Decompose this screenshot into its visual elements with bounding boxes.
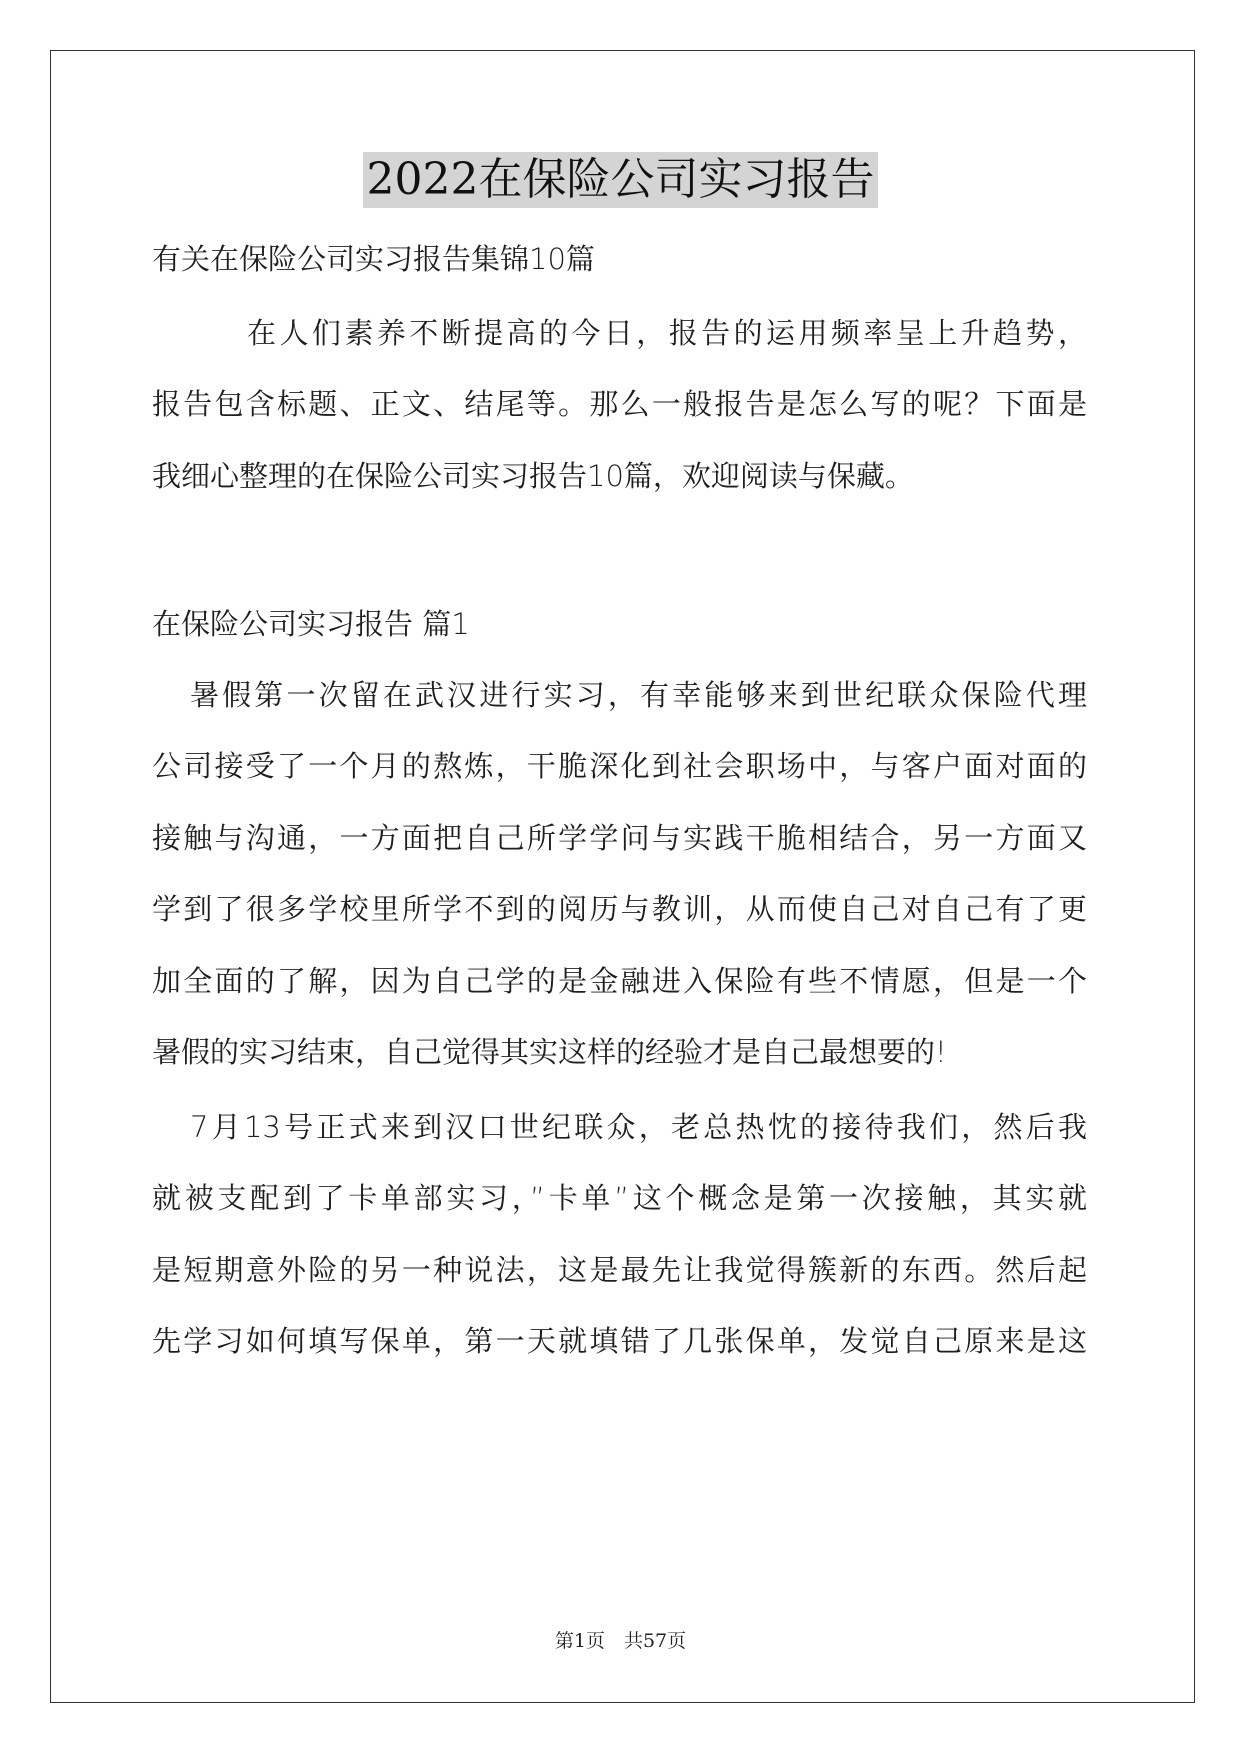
paragraph2-line-2: 就被支配到了卡单部实习，”卡单”这个概念是第一次接触，其实就 — [152, 1181, 1087, 1215]
document-title: 2022在保险公司实习报告 — [363, 152, 879, 208]
intro-line-2: 报告包含标题、正文、结尾等。那么一般报告是怎么写的呢？下面是 — [152, 387, 1087, 421]
intro-line-3: 我细心整理的在保险公司实习报告10篇，欢迎阅读与保藏。 — [152, 459, 914, 493]
page-border — [50, 50, 1195, 1703]
intro-line-1: 在人们素养不断提高的今日，报告的运用频率呈上升趋势， — [247, 316, 1087, 350]
paragraph1-line-3: 接触与沟通，一方面把自己所学学问与实践干脆相结合，另一方面又 — [152, 821, 1087, 855]
paragraph2-line-4: 先学习如何填写保单，第一天就填错了几张保单，发觉自己原来是这 — [152, 1324, 1087, 1358]
paragraph1-line-2: 公司接受了一个月的熬炼，干脆深化到社会职场中，与客户面对面的 — [152, 749, 1087, 783]
paragraph2-line-1: 7月13号正式来到汉口世纪联众，老总热忱的接待我们，然后我 — [190, 1110, 1087, 1144]
section-heading: 在保险公司实习报告 篇1 — [152, 607, 470, 641]
document-subtitle: 有关在保险公司实习报告集锦10篇 — [152, 242, 595, 276]
paragraph1-line-5: 加全面的了解，因为自己学的是金融进入保险有些不情愿，但是一个 — [152, 964, 1087, 998]
title-container — [0, 152, 1241, 208]
paragraph1-line-1: 暑假第一次留在武汉进行实习，有幸能够来到世纪联众保险代理 — [190, 678, 1087, 712]
paragraph1-line-6: 暑假的实习结束，自己觉得其实这样的经验才是自己最想要的! — [152, 1035, 947, 1069]
paragraph2-line-3: 是短期意外险的另一种说法，这是最先让我觉得簇新的东西。然后起 — [152, 1253, 1087, 1287]
page-number: 第1页 共57页 — [554, 1630, 687, 1652]
paragraph1-line-4: 学到了很多学校里所学不到的阅历与教训，从而使自己对自己有了更 — [152, 892, 1087, 926]
